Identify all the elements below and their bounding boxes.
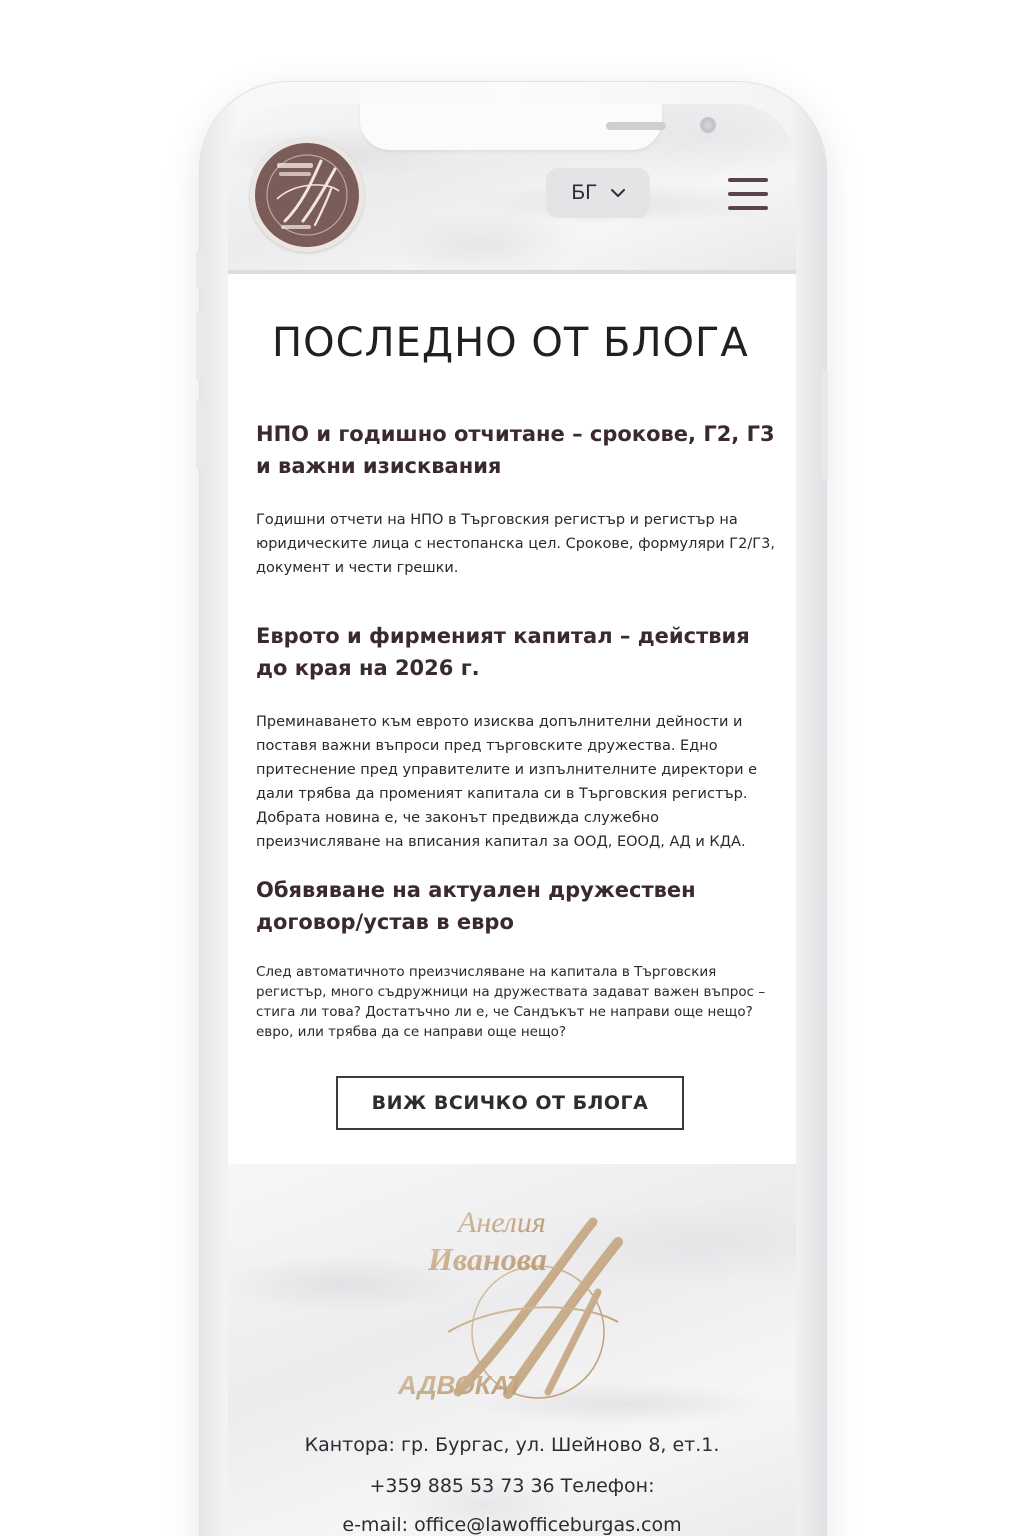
blog-post (256, 620, 780, 854)
logo-first-name: Анелия (458, 1206, 546, 1239)
view-all-blog-button[interactable]: ВИЖ ВСИЧКО ОТ БЛОГА (336, 1076, 684, 1130)
phone-side-button (196, 310, 202, 380)
post-excerpt: След автоматичното преизчисляване на капитала в Търговския регистър, много съдружници на дружествата задават важен въпрос – стига ли това? Достатъчно ли е, че Сандъкът не направи още нещо? евро, или трябва да се направи още нещо? (256, 964, 766, 1040)
office-address: Кантора: гр. Бургас, ул. Шейново 8, ет.1. (304, 1434, 720, 1456)
post-title[interactable]: Обявяване на актуален дружествен договор/устав в евро (256, 878, 696, 934)
phone-notch (360, 104, 662, 150)
footer-logo (388, 1182, 648, 1412)
phone-side-button (196, 250, 202, 290)
site-footer (228, 1164, 796, 1536)
language-label: БГ (571, 181, 597, 204)
post-title[interactable]: НПО и годишно отчитане – срокове, Г2, Г3 и важни изисквания (256, 422, 775, 478)
front-camera (700, 117, 716, 133)
logo-monogram-icon (255, 143, 359, 247)
hamburger-menu-icon[interactable] (728, 178, 768, 212)
site-header (228, 104, 796, 274)
menu-bar (728, 192, 768, 196)
menu-bar (728, 178, 768, 182)
blog-post (256, 418, 780, 580)
menu-bar (728, 206, 768, 210)
post-excerpt: Преминаването към еврото изисква допълнителни дейности и поставя важни въпроси пред търговските дружества. Едно притеснение пред управителите и изпълнителните директори е дали трябва да променият капитала си в Търговския регистър. Добрата новина е, че законът предвижда служебно преизчисляване на вписания капитал за ООД, ЕООД, АД и КДА. (256, 714, 758, 850)
speaker-grille (606, 122, 666, 130)
email-address[interactable]: e-mail: office@lawofficeburgas.com (342, 1514, 682, 1536)
post-excerpt: Годишни отчети на НПО в Търговския регистър и регистър на юридическите лица с нестопанска цел. Срокове, формуляри Г2/Г3, документ и чести грешки. (256, 512, 775, 576)
phone-side-button (822, 370, 828, 480)
phone-screen (228, 104, 796, 1536)
site-logo[interactable] (250, 138, 364, 252)
language-selector[interactable] (546, 168, 650, 218)
logo-profession: АДВОКАТ (398, 1370, 523, 1400)
blog-post (256, 874, 780, 1042)
post-title[interactable]: Еврото и фирменият капитал – действия до края на 2026 г. (256, 624, 750, 680)
section-title: ПОСЛЕДНО ОТ БЛОГА (272, 320, 749, 366)
blog-section (228, 274, 796, 1164)
phone-number[interactable]: +359 885 53 73 36 Телефон: (369, 1475, 655, 1497)
chevron-down-icon (611, 188, 625, 198)
phone-side-button (196, 400, 202, 470)
logo-last-name: Иванова (428, 1241, 547, 1277)
